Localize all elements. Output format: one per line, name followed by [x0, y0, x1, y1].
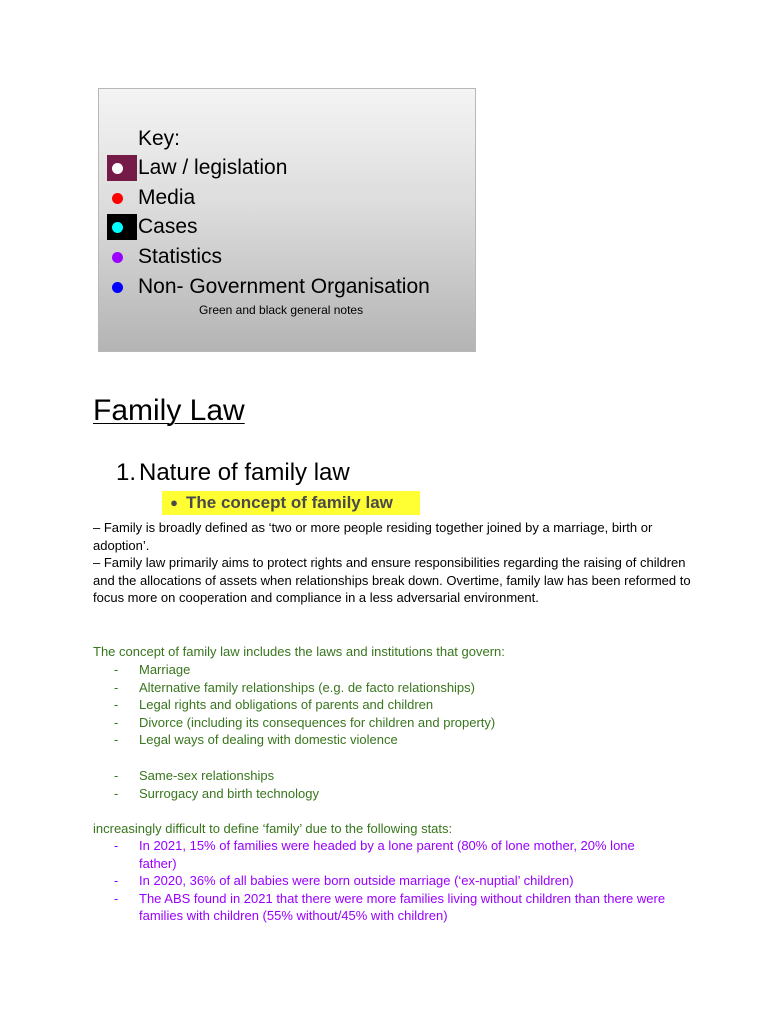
statistics-marker [107, 244, 137, 270]
purple-dot-icon [112, 252, 123, 263]
law-marker [107, 155, 137, 181]
key-item-cases [107, 214, 477, 241]
paragraph-family-law-aims: – Family law primarily aims to protect rights and ensure responsibilities regarding the raising of children and the allocations of assets when relationships break down. Overtime, family law has been reformed to focus more on cooperation and compliance in a less adversarial environment. [93, 555, 691, 605]
concept-intro: The concept of family law includes the laws and institutions that govern: [93, 644, 505, 659]
key-label: Law / legislation [138, 156, 288, 179]
blue-dot-icon [112, 282, 123, 293]
key-item-law [107, 155, 477, 182]
list-item: - In 2020, 36% of all babies were born outside marriage (‘ex-nuptial’ children) [114, 873, 574, 888]
section-heading [116, 459, 350, 487]
key-item-ngo [107, 274, 477, 301]
media-marker [107, 185, 137, 211]
section-title: Nature of family law [139, 459, 350, 486]
list-item: - The ABS found in 2021 that there were more families living without children than there were families with children (55% without/45% with children) [114, 890, 666, 923]
key-title: Key: [138, 127, 181, 150]
key-note: Green and black general notes [199, 303, 364, 317]
list-item: - Surrogacy and birth technology [114, 785, 319, 801]
concept-list-a [93, 661, 673, 749]
key-legend [98, 88, 476, 352]
list-item: - Divorce (including its consequences for children and property) [114, 714, 496, 730]
document-title: Family Law [93, 394, 245, 427]
key-label: Cases [138, 215, 198, 238]
list-item: - Alternative family relationships (e.g. de facto relationships) [114, 679, 475, 695]
list-item: - Same-sex relationships [114, 768, 275, 783]
key-item-statistics [107, 244, 477, 271]
cyan-dot-icon [112, 222, 123, 233]
key-label: Non- Government Organisation [138, 275, 430, 298]
list-item: - Legal rights and obligations of parents and children [114, 697, 434, 712]
section-number: 1. [116, 459, 137, 486]
key-label: Media [138, 186, 196, 209]
stats-list [93, 837, 673, 925]
concept-list-b [93, 767, 673, 802]
subheading-text: The concept of family law [186, 493, 393, 512]
bullet-icon: ● [170, 495, 178, 510]
list-item: - Marriage [114, 662, 191, 677]
white-dot-icon [112, 163, 123, 174]
key-item-media [107, 185, 477, 212]
paragraph-family-definition: – Family is broadly defined as ‘two or more people residing together joined by a marriage, birth or adoption’. [93, 520, 653, 553]
stats-intro: increasingly difficult to define ‘family’ due to the following stats: [93, 821, 453, 836]
highlighted-subheading [162, 491, 420, 515]
ngo-marker [107, 274, 137, 300]
list-item: - In 2021, 15% of families were headed by a lone parent (80% of lone mother, 20% lone father) [114, 838, 635, 871]
list-item: - Legal ways of dealing with domestic violence [114, 732, 398, 747]
key-label: Statistics [138, 245, 223, 268]
cases-marker [107, 214, 137, 240]
red-dot-icon [112, 193, 123, 204]
